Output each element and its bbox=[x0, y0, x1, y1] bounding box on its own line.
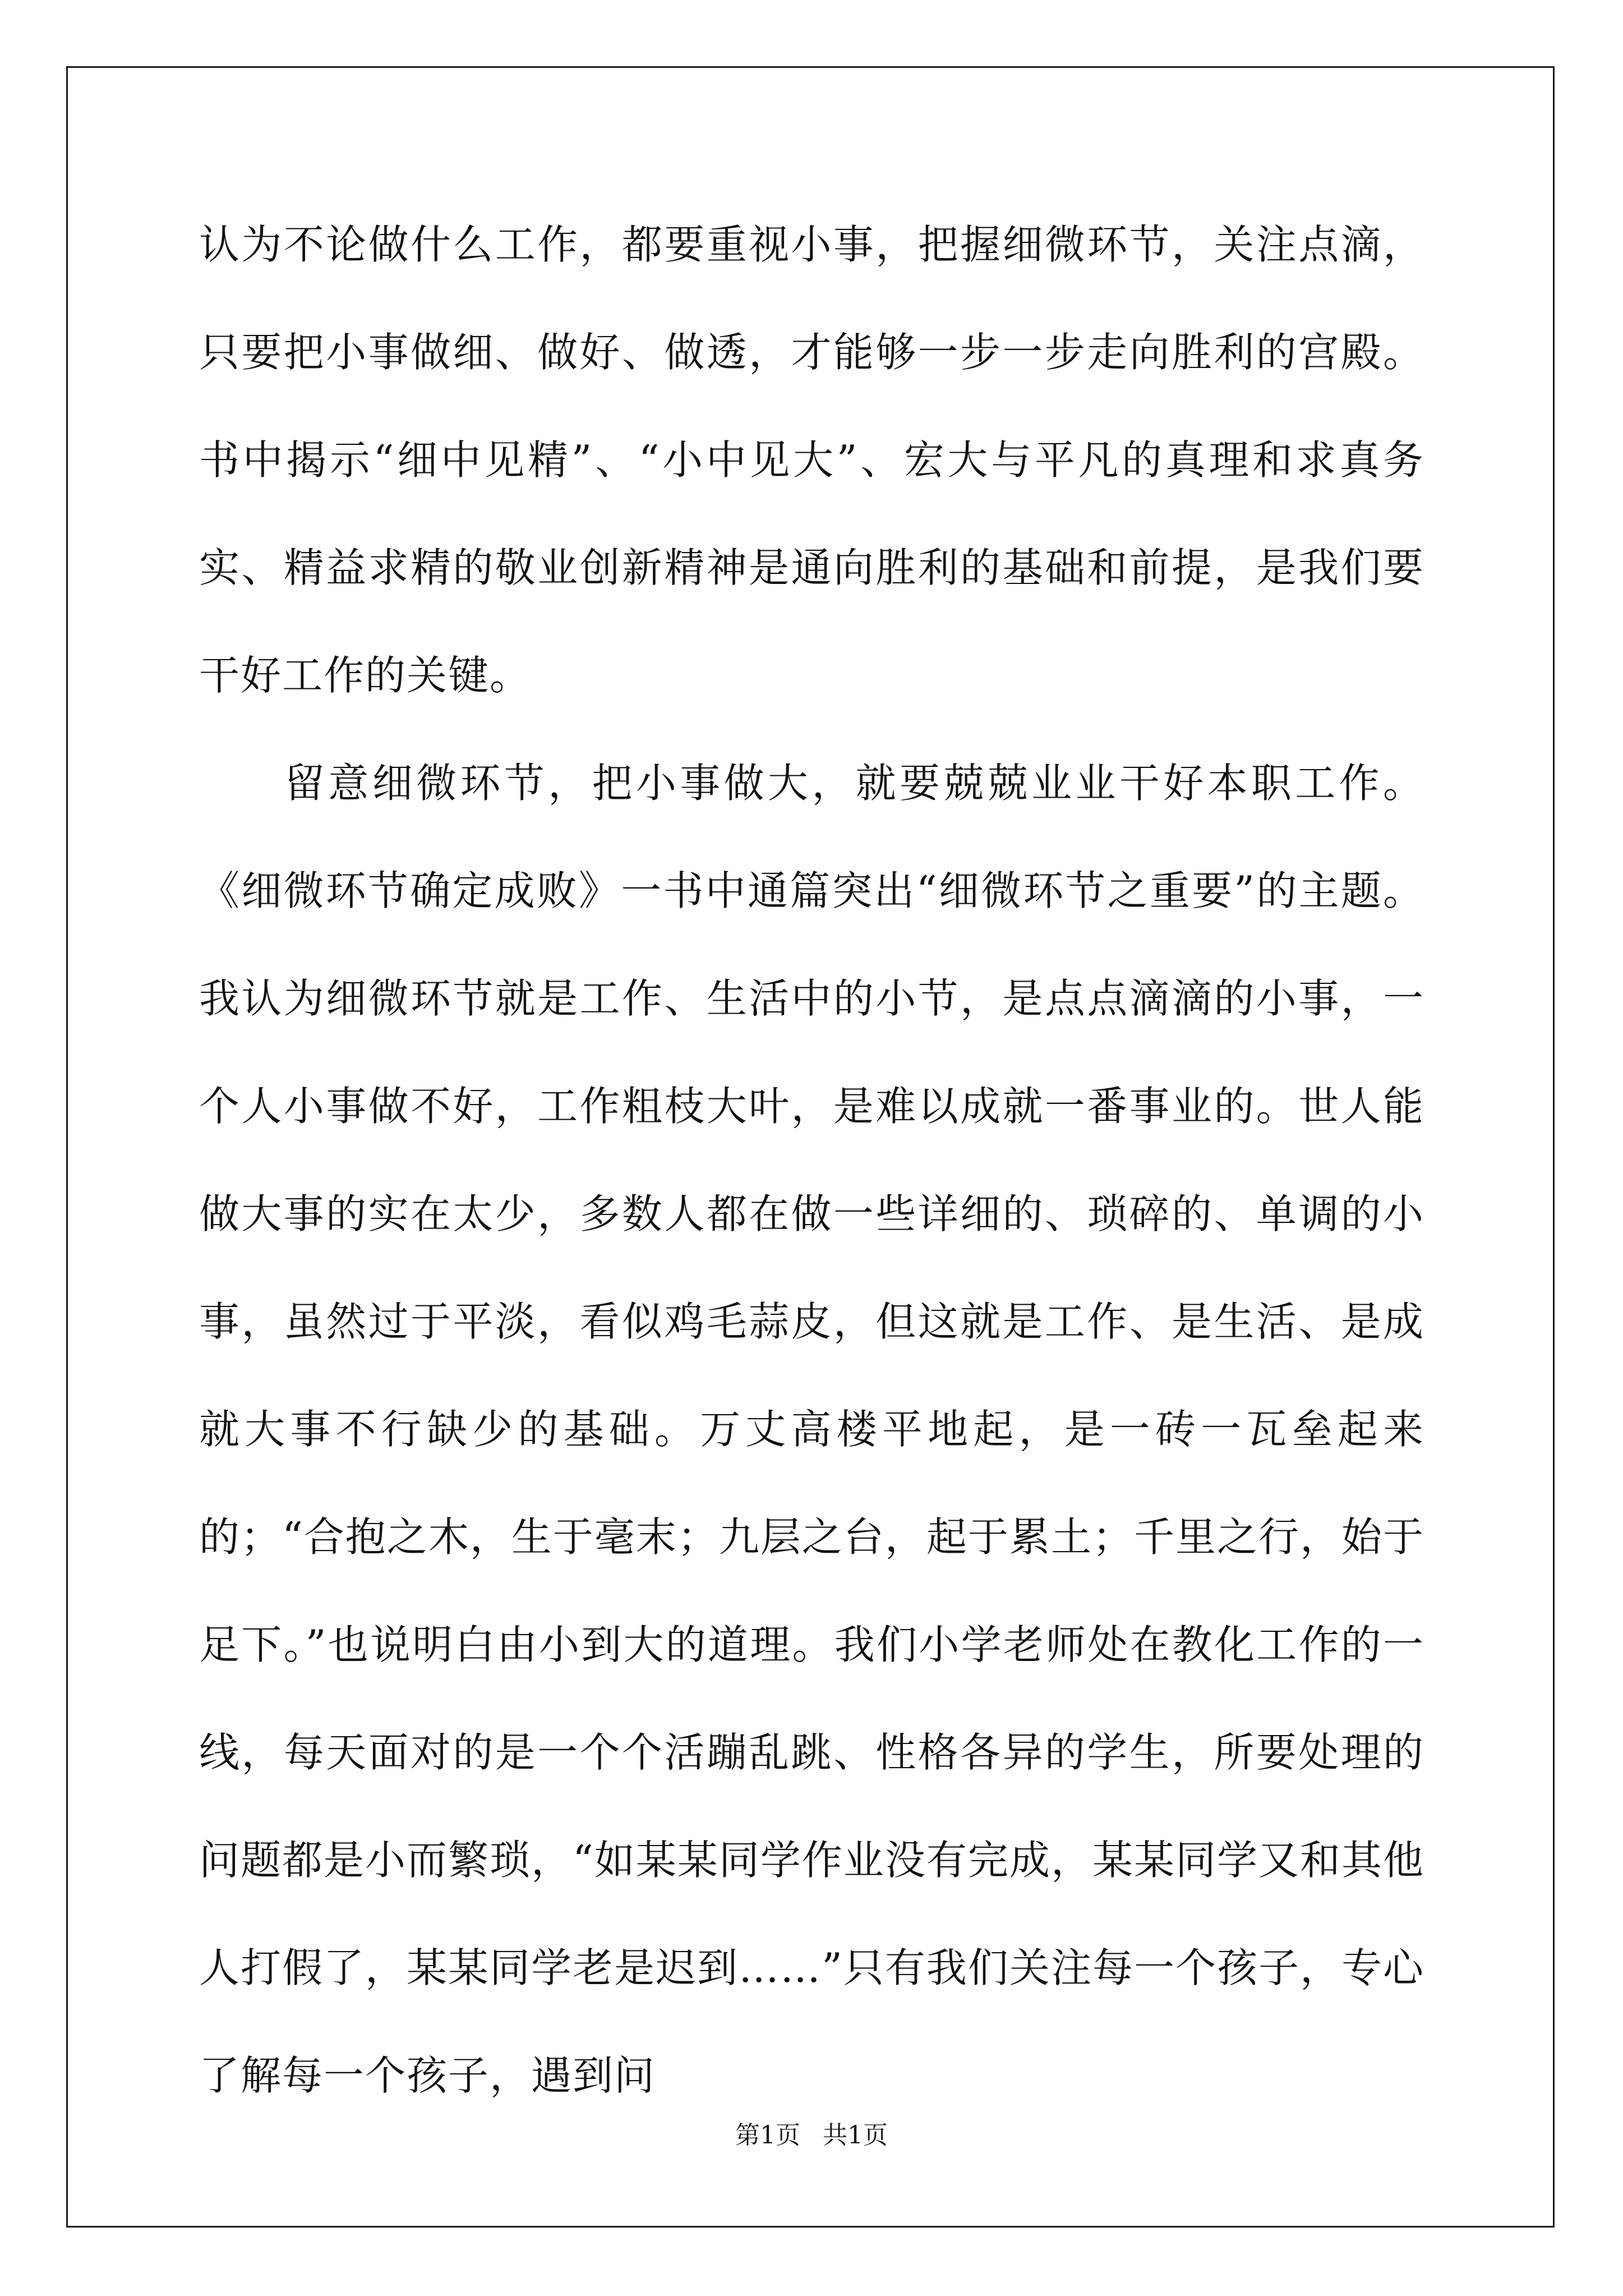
paragraph-2: 留意细微环节，把小事做大，就要兢兢业业干好本职工作。《细微环节确定成败》一书中通篇突出“细微环节之重要”的主题。我认为细微环节就是工作、生活中的小节，是点点滴滴的小事，一个人小事做不好，工作粗枝大叶，是难以成就一番事业的。世人能做大事的实在太少，多数人都在做一些详细的、琐碎的、单调的小事，虽然过于平淡，看似鸡毛蒜皮，但这就是工作、是生活、是成就大事不行缺少的基础。万丈高楼平地起，是一砖一瓦垒起来的；“合抱之木，生于毫末；九层之台，起于累土；千里之行，始于足下。”也说明白由小到大的道理。我们小学老师处在教化工作的一线，每天面对的是一个个活蹦乱跳、性格各异的学生，所要处理的问题都是小而繁琐，“如某某同学作业没有完成，某某同学又和其他人打假了，某某同学老是迟到……”只有我们关注每一个孩子，专心了解每一个孩子，遇到问 bbox=[199, 760, 1424, 2099]
paragraph-1: 认为不论做什么工作，都要重视小事，把握细微环节，关注点滴，只要把小事做细、做好、做透，才能够一步一步走向胜利的宫殿。书中揭示“细中见精”、“小中见大”、宏大与平凡的真理和求真务实、精益求精的敬业创新精神是通向胜利的基础和前提，是我们要干好工作的关键。 bbox=[199, 221, 1424, 699]
page-number-total: 共1页 bbox=[823, 2121, 888, 2150]
page-footer bbox=[0, 2115, 1623, 2151]
document-body bbox=[199, 191, 1424, 2129]
page-number-current: 第1页 bbox=[735, 2121, 800, 2150]
